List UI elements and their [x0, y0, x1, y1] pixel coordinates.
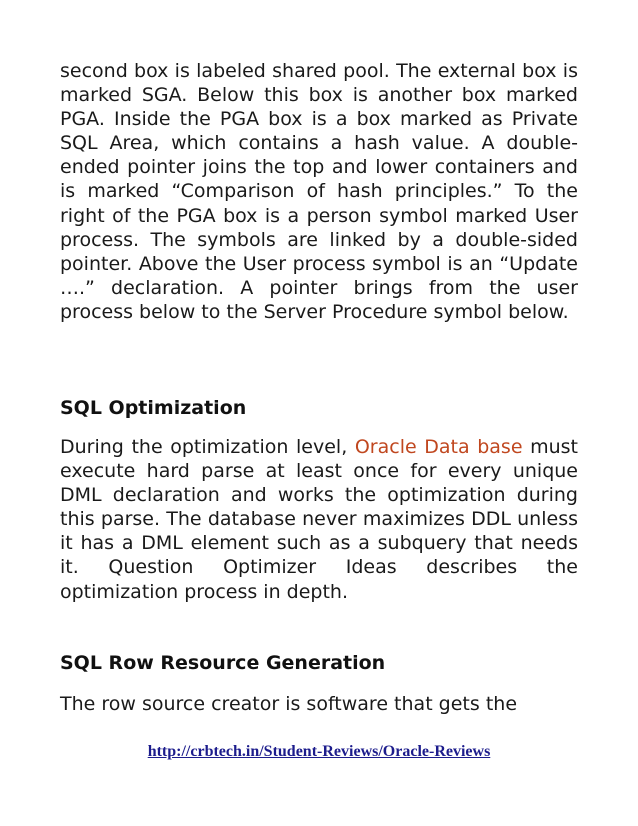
oracle-database-link[interactable]: Oracle Data base [354, 436, 523, 458]
heading-row-source-generation: SQL Row Resource Generation [60, 652, 386, 674]
paragraph-text-start: During the optimization level, [60, 436, 355, 458]
paragraph-pga-description: second box is labeled shared pool. The external box is marked SGA. Below this box is another box marked PGA. Inside the PGA box is a box marked as Private SQL Area, which contains a hash value. A double-ended pointer joins the top and lower containers and is marked “Comparison of hash principles.” To the right of the PGA box is a person symbol marked User process. The symbols are linked by a double-sided pointer. Above the User process symbol is an “Update ….” declaration. A pointer brings from the user process below to the Server Procedure symbol below. [60, 60, 578, 323]
paragraph-sql-optimization [60, 435, 578, 604]
footer-url-link[interactable]: http://crbtech.in/Student-Reviews/Oracle-Reviews [147, 743, 491, 760]
heading-sql-optimization: SQL Optimization [60, 397, 247, 419]
document-page [60, 0, 578, 826]
paragraph-text-end: must execute hard parse at least once for every unique DML declaration and works the optimization during this parse. The database never maximizes DDL unless it has a DML element such as a subquery that needs it. Question Optimizer Ideas describes the optimization process in depth. [60, 436, 579, 603]
paragraph-row-source: The row source creator is software that gets the [60, 693, 518, 715]
